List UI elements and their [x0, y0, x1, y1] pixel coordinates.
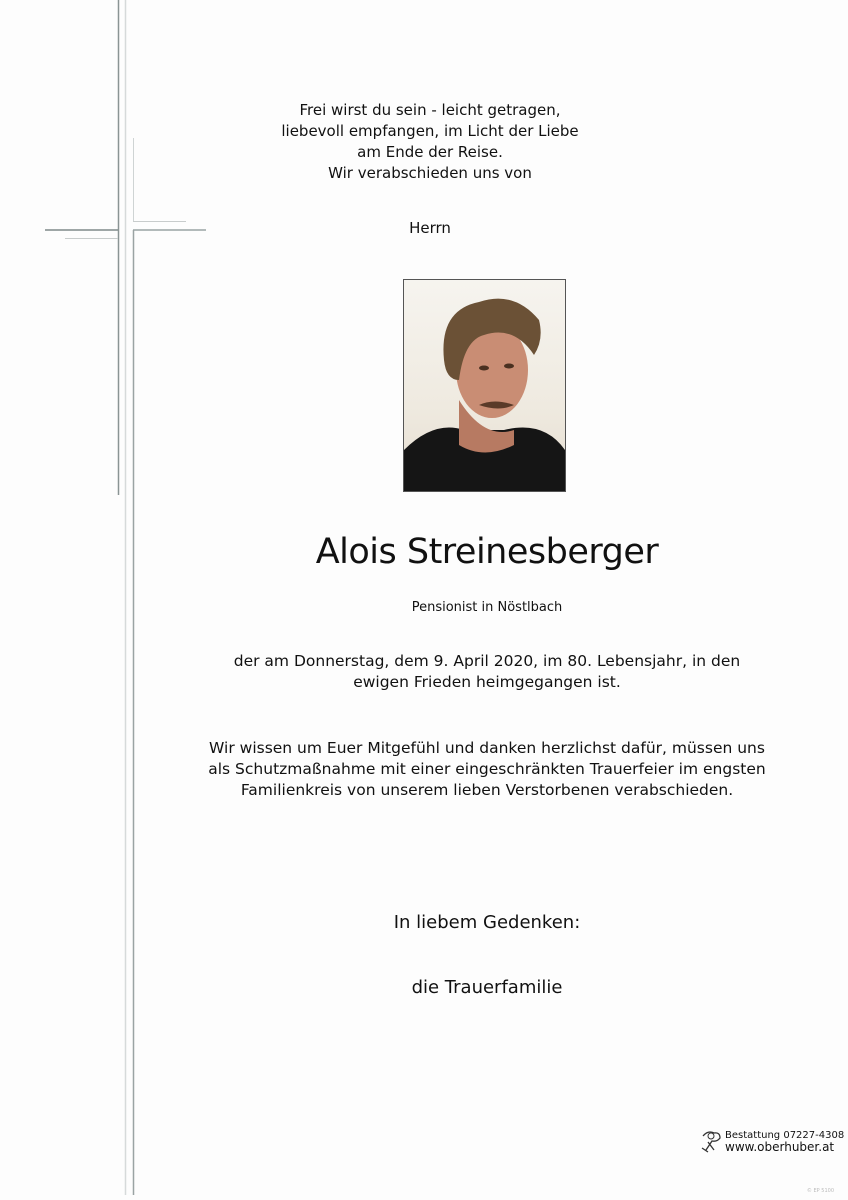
poem-line: Wir verabschieden uns von: [328, 164, 532, 182]
deceased-name: Alois Streinesberger: [315, 532, 659, 572]
phone-number: 07227-4308: [783, 1130, 845, 1141]
angel-icon: [700, 1130, 722, 1154]
thanks-line: als Schutzmaßnahme mit einer eingeschränkten Trauerfeier im engsten: [208, 760, 766, 778]
company-name: Bestattung: [725, 1130, 781, 1141]
death-notice-line: der am Donnerstag, dem 9. April 2020, im 80. Lebensjahr, in den: [233, 652, 741, 670]
death-notice: [63, 651, 848, 693]
thanks-text: [63, 738, 848, 801]
death-notice-line: ewigen Frieden heimgegangen ist.: [353, 673, 621, 691]
poem-line: am Ende der Reise.: [357, 143, 503, 161]
thanks-line: Familienkreis von unserem lieben Verstorbenen verabschieden.: [240, 781, 734, 799]
closing: In liebem Gedenken:: [393, 912, 581, 933]
poem-line: Frei wirst du sein - leicht getragen,: [299, 101, 561, 119]
funeral-home-logo: [700, 1130, 844, 1154]
thanks-line: Wir wissen um Euer Mitgefühl und danken herzlichst dafür, müssen uns: [209, 739, 765, 757]
print-code: © EP 5100: [806, 1188, 834, 1194]
portrait-photo: [403, 279, 566, 492]
salutation: Herrn: [409, 219, 451, 237]
occupation: Pensionist in Nöstlbach: [411, 600, 563, 615]
poem: [6, 100, 848, 184]
signature: die Trauerfamilie: [411, 977, 563, 998]
website: www.oberhuber.at: [725, 1140, 835, 1154]
poem-line: liebevoll empfangen, im Licht der Liebe: [281, 122, 579, 140]
